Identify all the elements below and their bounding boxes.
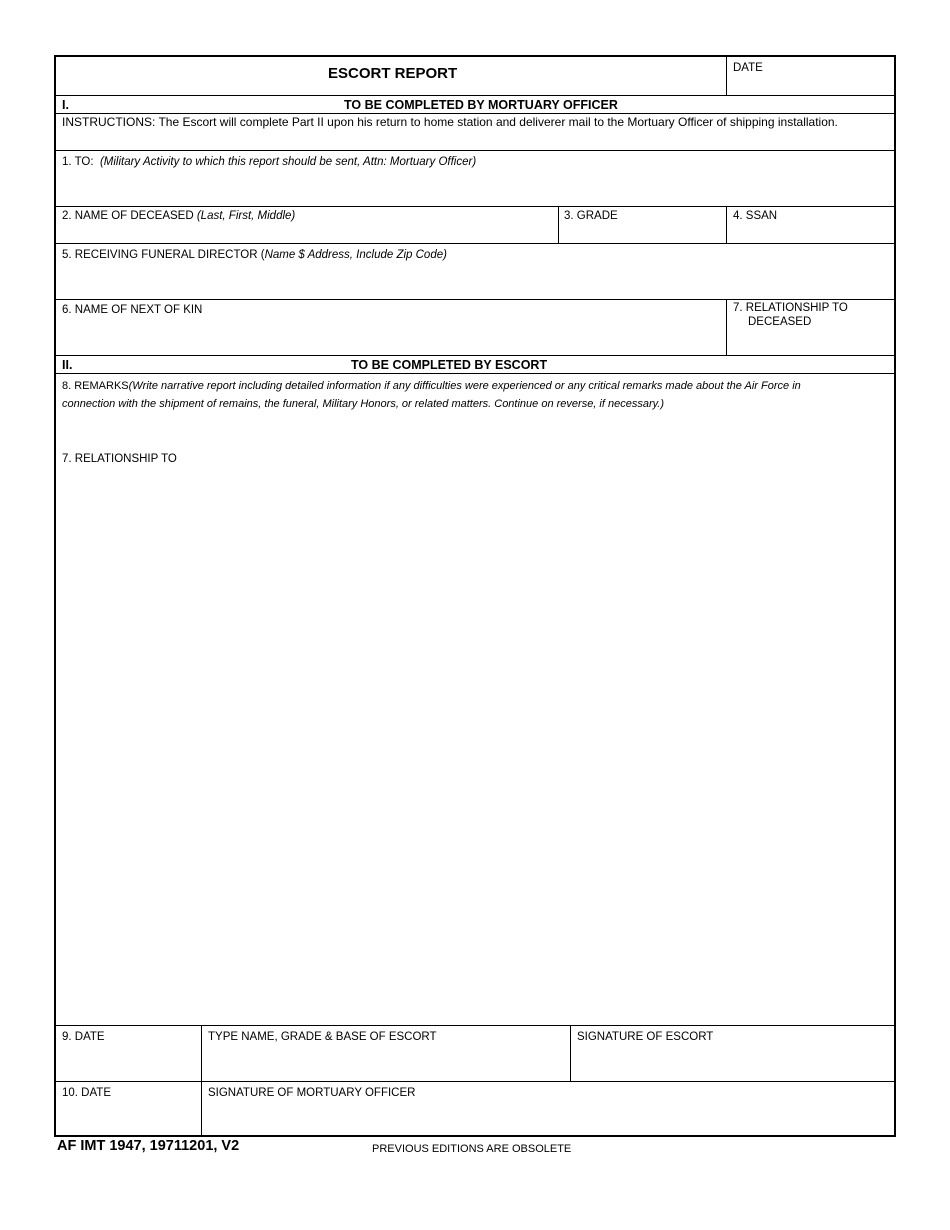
obsolete-notice: PREVIOUS EDITIONS ARE OBSOLETE [372,1143,572,1155]
divider [56,113,894,114]
instructions-text: INSTRUCTIONS: The Escort will complete Part II upon his return to home station and deliverer mail to the Mortuary Officer of shipping installation. [62,115,838,129]
funeral-director-field[interactable] [56,262,894,299]
divider [56,355,894,356]
section2-title: TO BE COMPLETED BY ESCORT [351,358,548,372]
field8-label [62,377,822,413]
date-field[interactable] [727,75,896,95]
divider [56,206,894,207]
escort-date-field[interactable] [56,1044,201,1081]
field1-hint: (Military Activity to which this report should be sent, Attn: Mortuary Officer) [99,156,477,168]
ssan-field[interactable] [727,223,894,243]
section1-title: TO BE COMPLETED BY MORTUARY OFFICER [344,98,618,112]
mortuary-signature-field[interactable] [202,1100,894,1135]
date-label: DATE [733,62,763,74]
escort-name-field[interactable] [202,1044,570,1081]
field4-label: 4. SSAN [733,210,778,222]
field2-label [62,209,295,223]
escort-name-label: TYPE NAME, GRADE & BASE OF ESCORT [208,1031,437,1043]
divider [56,243,894,244]
to-field[interactable] [56,169,894,206]
escort-signature-field[interactable] [571,1044,894,1081]
divider [56,299,894,300]
grade-field[interactable] [559,223,726,243]
section1-numeral: I. [62,98,69,112]
divider [56,150,894,151]
form-title: ESCORT REPORT [328,65,458,82]
mortuary-date-field[interactable] [56,1100,201,1135]
field10-label: 10. DATE [62,1087,111,1099]
remarks-value: 7. RELATIONSHIP TO [62,453,177,465]
field7-label-line1: 7. RELATIONSHIP TO [733,302,848,314]
relationship-field[interactable] [727,330,894,355]
field8-label-text: 8. REMARKS [62,380,129,392]
field1-label-text: 1. TO: [62,156,94,168]
field5-hint: Name $ Address, Include Zip Code) [264,249,447,261]
field2-hint: (Last, First, Middle) [196,210,296,222]
escort-signature-label: SIGNATURE OF ESCORT [577,1031,714,1043]
divider [56,1025,894,1026]
field1-label [62,155,476,169]
field3-label: 3. GRADE [564,210,618,222]
form-id: AF IMT 1947, 19711201, V2 [57,1138,240,1154]
field8-hint: (Write narrative report including detailed information if any difficulties were experienced or any critical remarks made about the Air Force in connection with the shipment of remains, the funeral, Military Honors, or related matters. Continue on reverse, if necessary.) [62,380,801,410]
field2-label-text: 2. NAME OF DECEASED [62,210,194,222]
divider [56,95,894,96]
field5-label-text: 5. RECEIVING FUNERAL DIRECTOR ( [62,249,265,261]
mortuary-signature-label: SIGNATURE OF MORTUARY OFFICER [208,1087,416,1099]
escort-report-form [54,55,896,1137]
divider [56,1081,894,1082]
field5-label [62,248,447,262]
name-of-deceased-field[interactable] [56,223,558,243]
field7-label-line2: DECEASED [748,316,812,328]
field9-label: 9. DATE [62,1031,105,1043]
next-of-kin-field[interactable] [56,317,726,355]
field6-label: 6. NAME OF NEXT OF KIN [62,304,203,316]
divider [56,373,894,374]
section2-numeral: II. [62,358,73,372]
remarks-field[interactable] [56,417,894,1025]
